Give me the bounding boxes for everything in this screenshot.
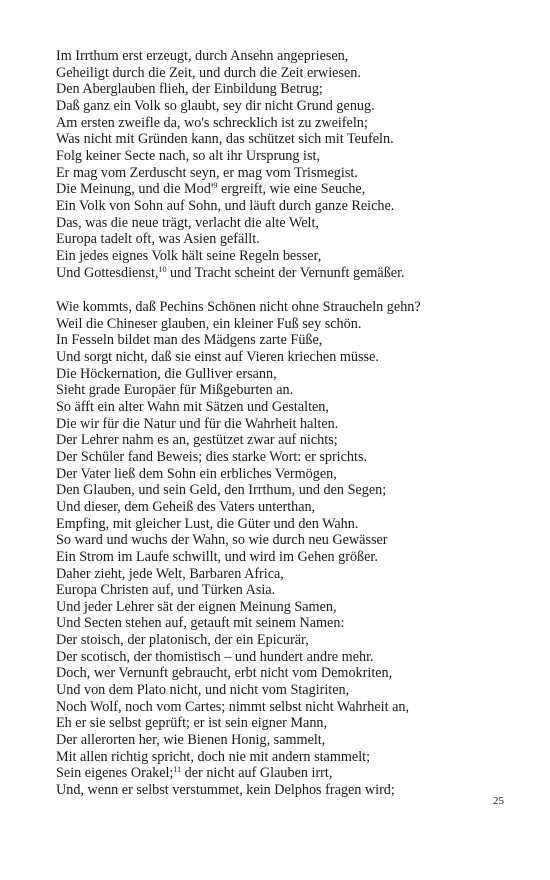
poem-stanza [56,48,405,281]
poem-line: Ein Strom im Laufe schwillt, und wird im Gehen größer. [56,548,378,565]
poem-line: Doch, wer Vernunft gebraucht, erbt nicht vom Demokriten, [56,665,393,682]
poem-line: Empfing, mit gleicher Lust, die Güter und den Wahn. [56,515,359,532]
line-text: und Tracht scheint der Vernunft gemäßer. [166,264,405,281]
poem-line: Und von dem Plato nicht, und nicht vom Stagiriten, [56,682,350,699]
footnote-marker: 11 [173,765,182,775]
footnote-marker: 9 [213,181,218,191]
poem-line: Im Irrthum erst erzeugt, durch Ansehn angepriesen, [56,48,349,64]
line-text: der nicht auf Glauben irrt, [181,765,333,782]
poem-line: Ein Volk von Sohn auf Sohn, und läuft durch ganze Reiche. [56,197,395,214]
poem-line: Europa tadelt oft, was Asien gefällt. [56,231,260,248]
poem-line: Den Aberglauben flieh, der Einbildung Betrug; [56,81,323,98]
poem-line: Folg keiner Secte nach, so alt ihr Ursprung ist, [56,147,320,164]
poem-line: Die wir für die Natur und für die Wahrheit halten. [56,415,339,432]
poem-line: Der Vater ließ dem Sohn ein erbliches Vermögen, [56,465,337,482]
poem-line: Der scotisch, der thomistisch – und hundert andre mehr. [56,648,374,665]
page-number: 25 [493,795,504,807]
poem-stanza [56,299,421,799]
poem-line: Am ersten zweifle da, wo's schrecklich ist zu zweifeln; [56,114,368,131]
poem-line: Noch Wolf, noch vom Cartes; nimmt selbst nicht Wahrheit an, [56,698,410,715]
poem-line: Und Secten stehen auf, getauft mit seinem Namen: [56,615,345,632]
poem-line: Der Lehrer nahm es an, gestützet zwar auf nichts; [56,432,338,449]
line-text: Die Meinung, und die Mod' [56,181,214,198]
poem-line: Sieht grade Europäer für Mißgeburten an. [56,382,294,399]
poem-line [56,765,421,782]
poem-line [56,181,405,198]
poem-line [56,265,405,282]
poem-line: Was nicht mit Gründen kann, das schützet sich mit Teufeln. [56,131,394,148]
line-text: Sein eigenes Orakel; [56,765,174,782]
poem-line: So äfft ein alter Wahn mit Sätzen und Gestalten, [56,398,329,415]
poem-line: Ein jedes eignes Volk hält seine Regeln besser, [56,247,322,264]
line-text: ergreift, wie eine Seuche, [217,181,366,198]
poem-line: Geheiligt durch die Zeit, und durch die Zeit erwiesen. [56,64,361,81]
footnote-marker: 10 [158,264,167,274]
poem-line: Den Glauben, und sein Geld, den Irrthum, und den Segen; [56,482,387,499]
poem-line: Er mag vom Zerduscht seyn, er mag vom Trismegist. [56,164,358,181]
poem-line: Und sorgt nicht, daß sie einst auf Vieren kriechen müsse. [56,348,379,365]
poem-line: Die Höckernation, die Gulliver ersann, [56,365,277,382]
poem-line: Eh er sie selbst geprüft; er ist sein eigner Mann, [56,715,328,732]
poem-line: Daß ganz ein Volk so glaubt, sey dir nicht Grund genug. [56,97,375,114]
line-text: Und Gottesdienst, [56,264,159,281]
poem-line: So ward und wuchs der Wahn, so wie durch neu Gewässer [56,532,388,549]
poem-line: Der stoisch, der platonisch, der ein Epicurär, [56,632,309,649]
poem-line: Daher zieht, jede Welt, Barbaren Africa, [56,565,284,582]
poem-line: Und, wenn er selbst verstummet, kein Delphos fragen wird; [56,782,395,799]
poem-line: Europa Christen auf, und Türken Asia. [56,582,276,599]
poem-line: Mit allen richtig spricht, doch nie mit andern stammelt; [56,748,371,765]
poem-line: Und jeder Lehrer sät der eignen Meinung Samen, [56,598,337,615]
poem-line: Der allerorten her, wie Bienen Honig, sammelt, [56,732,326,749]
poem-line: Wie kommts, daß Pechins Schönen nicht ohne Straucheln gehn? [56,299,421,315]
poem-line: Und dieser, dem Geheiß des Vaters unterthan, [56,498,316,515]
poem-line: Der Schüler fand Beweis; dies starke Wort: er sprichts. [56,448,368,465]
poem-line: Weil die Chineser glauben, ein kleiner Fuß sey schön. [56,315,362,332]
poem-line: In Fesseln bildet man des Mädgens zarte Füße, [56,332,323,349]
poem-line: Das, was die neue trägt, verlacht die alte Welt, [56,214,319,231]
